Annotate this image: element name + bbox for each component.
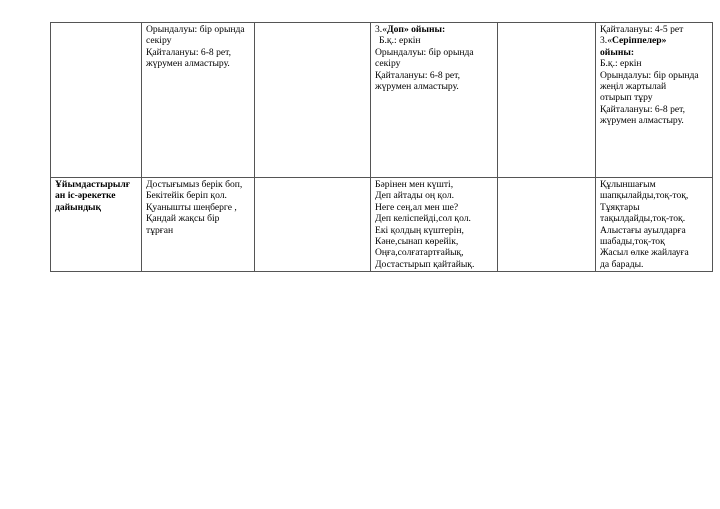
cell-line: секіру bbox=[146, 35, 172, 47]
cell-line: Қайталануы: 6-8 рет, bbox=[600, 103, 686, 115]
row-header-cell bbox=[51, 23, 142, 178]
cell-line: шабады,тоқ-тоқ bbox=[600, 236, 665, 248]
cell-line: Жасыл өлке жайлауға bbox=[600, 247, 689, 259]
cell-line: Қайталануы: 6-8 рет, bbox=[375, 69, 461, 81]
game-title-word: ойыны: bbox=[600, 46, 635, 58]
cell-line: жүрумен алмастыру. bbox=[600, 115, 684, 127]
plan-table bbox=[50, 22, 713, 272]
cell-line: Қайталануы: 4-5 рет bbox=[600, 24, 684, 35]
cell-line: секіру bbox=[375, 58, 401, 70]
cell-line: Екі қолдың күштерін, bbox=[375, 224, 464, 236]
table-row bbox=[51, 178, 713, 272]
table-cell bbox=[371, 178, 498, 272]
cell-line: тақылдайды,тоқ-тоқ. bbox=[600, 213, 686, 225]
cell-line: Орындалуы: бір орында bbox=[600, 69, 699, 81]
cell-line: Қуанышты шеңберге , bbox=[146, 201, 237, 213]
row-header-line: ан іс-әрекетке bbox=[55, 190, 116, 202]
table-cell-empty bbox=[498, 23, 596, 178]
table-cell bbox=[596, 178, 713, 272]
row-header-line: дайындық bbox=[55, 201, 102, 213]
game-title: 3.«Доп» ойыны: bbox=[375, 24, 446, 35]
cell-line: Неге сең,ал мен ше? bbox=[375, 201, 459, 213]
cell-line: шапқылайды,тоқ-тоқ, bbox=[600, 190, 689, 202]
cell-line: жеңіл жартылай bbox=[600, 81, 667, 93]
cell-line: Орындалуы: бір орында bbox=[375, 46, 474, 58]
row-header-line: Ұйымдастырылғ bbox=[55, 179, 131, 190]
cell-line: Тұяқтары bbox=[600, 201, 640, 213]
cell-line: жүрумен алмастыру. bbox=[146, 58, 230, 70]
cell-line: Б.қ.: еркін bbox=[600, 58, 642, 70]
table-cell-empty bbox=[255, 178, 371, 272]
cell-line: Орындалуы: бір орында bbox=[146, 24, 245, 35]
cell-line: Алыстағы ауылдарға bbox=[600, 224, 686, 236]
cell-line: Бекітейік беріп қол. bbox=[146, 190, 227, 202]
table-cell-empty bbox=[498, 178, 596, 272]
cell-line: Қайталануы: 6-8 рет, bbox=[146, 46, 232, 58]
row-header-cell bbox=[51, 178, 142, 272]
cell-line: Құлыншағым bbox=[600, 179, 656, 190]
cell-line: Оңға,солғатартғайық, bbox=[375, 247, 464, 259]
cell-line: да барады. bbox=[600, 258, 644, 270]
table-cell bbox=[371, 23, 498, 178]
table-row bbox=[51, 23, 713, 178]
table-cell-empty bbox=[255, 23, 371, 178]
cell-line: Достастырып қайтайық. bbox=[375, 258, 475, 270]
table-cell bbox=[142, 178, 255, 272]
table-cell bbox=[596, 23, 713, 178]
cell-line: Қандай жақсы бір bbox=[146, 213, 220, 225]
cell-line: Б.қ.: еркін bbox=[379, 35, 421, 47]
cell-line: Кәне,сынап көрейік, bbox=[375, 236, 459, 248]
cell-line: Достығымыз берік боп, bbox=[146, 179, 243, 190]
game-title: 3.«Серіппелер» bbox=[600, 35, 667, 47]
cell-line: тұрған bbox=[146, 224, 174, 236]
cell-line: жүрумен алмастыру. bbox=[375, 81, 459, 93]
cell-line: отырып тұру bbox=[600, 92, 653, 104]
cell-line: Деп келіспейді,сол қол. bbox=[375, 213, 471, 225]
cell-line: Деп айтады оң қол. bbox=[375, 190, 454, 202]
table-cell bbox=[142, 23, 255, 178]
cell-line: Бәрінен мен күшті, bbox=[375, 179, 454, 190]
